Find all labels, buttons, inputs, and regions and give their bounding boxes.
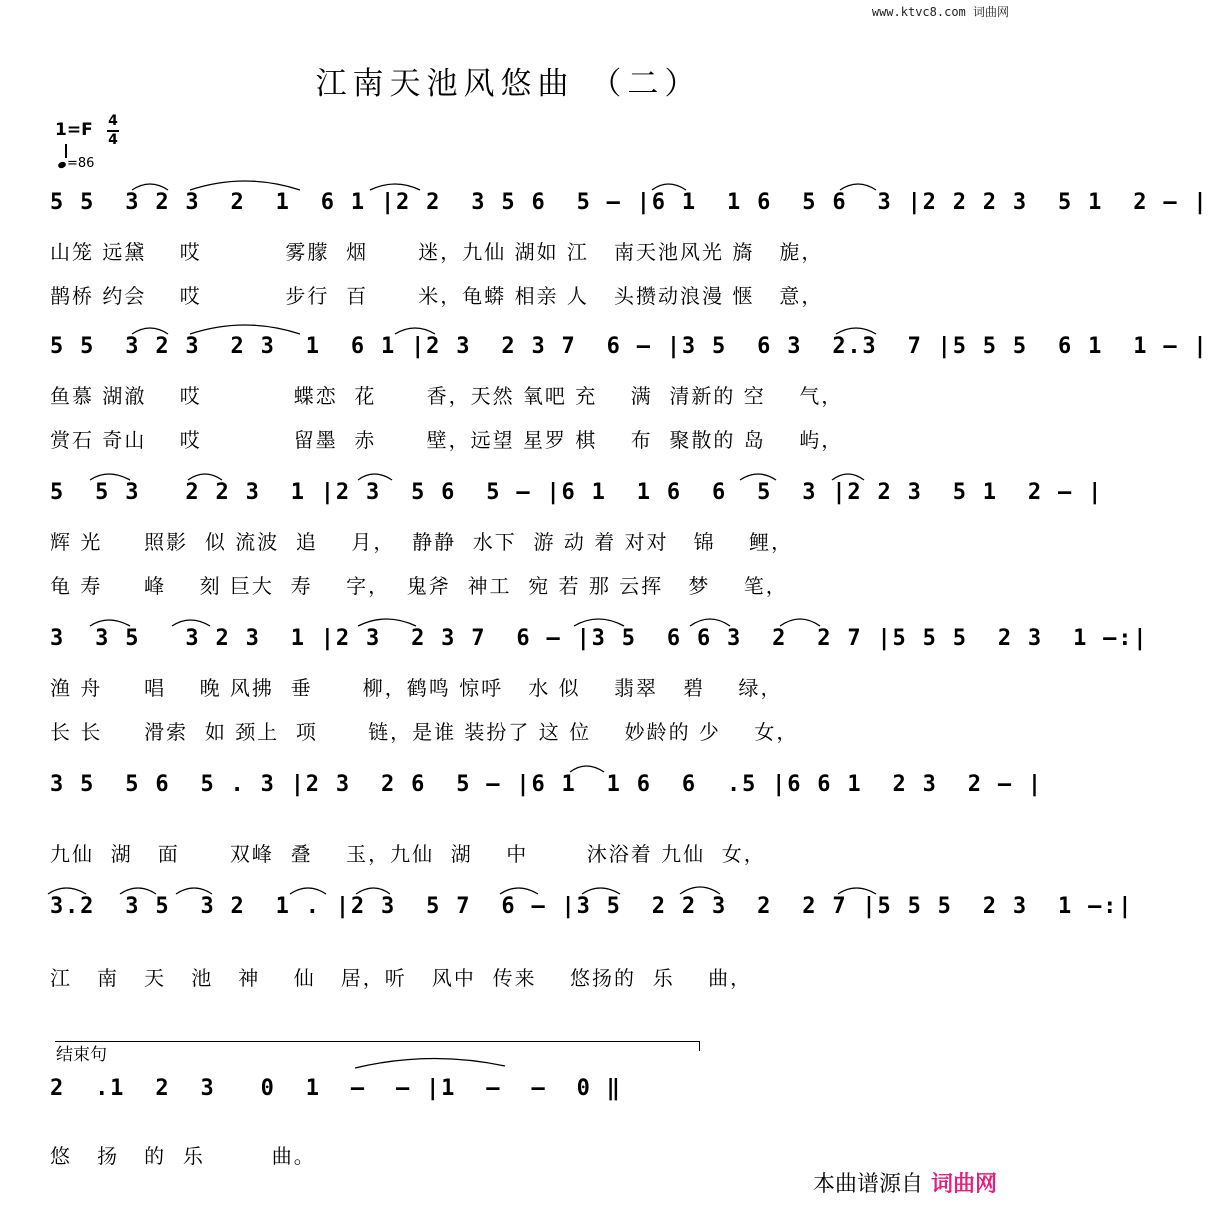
key-signature: 1=F xyxy=(55,120,93,140)
source-credit xyxy=(813,1167,997,1198)
slur xyxy=(90,474,130,480)
slur xyxy=(500,888,538,894)
notes: 3 3 5 3 2 3 1 |2 3 2 3 7 6 — |3 5 6 6 3 2 2 7 |5 5 5 2 3 1 —:| xyxy=(50,626,1149,651)
lyrics-line-1-verse-1: 山笼 远黛 哎 雾朦 烟 迷，九仙 湖如 江 南天池风光 旖 旎， xyxy=(50,240,824,264)
slur xyxy=(780,619,820,626)
slur xyxy=(188,474,222,480)
notes: 5 5 3 2 2 3 1 |2 3 5 6 5 — |6 1 1 6 6 5 3 |2 2 3 5 1 2 — | xyxy=(50,480,1104,505)
lyrics-line-2-verse-1: 鱼慕 湖澈 哎 蝶恋 花 香，天然 氧吧 充 满 清新的 空 气， xyxy=(50,384,844,408)
slur xyxy=(48,888,86,894)
slur xyxy=(176,888,212,894)
slur xyxy=(90,620,130,626)
slur xyxy=(290,888,326,894)
slur xyxy=(740,474,776,480)
slur xyxy=(132,184,168,190)
coda-label: 结束句 xyxy=(56,1045,107,1065)
notes: 3 5 5 6 5 . 3 |2 3 2 6 5 — |6 1 1 6 6 .5 |6 6 1 2 3 2 — | xyxy=(50,772,1043,797)
slur xyxy=(652,184,686,190)
lyrics-line-2-verse-2: 赏石 奇山 哎 留墨 赤 壁，远望 星罗 棋 布 聚散的 岛 屿， xyxy=(50,428,844,452)
slur xyxy=(172,620,210,626)
watermark: www.ktvc8.com 词曲网 xyxy=(871,5,1009,19)
slur xyxy=(680,887,720,894)
slur xyxy=(132,328,168,334)
slur xyxy=(690,619,730,626)
slur xyxy=(832,474,864,480)
notes: 2 .1 2 3 0 1 — — |1 — — 0 ‖ xyxy=(50,1076,622,1101)
lyrics-line-3-verse-1: 辉 光 照影 似 流波 追 月， 静静 水下 游 动 着 对对 锦 鲤， xyxy=(50,530,794,554)
tempo-value: =86 xyxy=(67,156,95,171)
slur xyxy=(570,766,604,772)
lyrics-line-3-verse-2: 龟 寿 峰 刻 巨大 寿 字， 鬼斧 神工 宛 若 那 云挥 梦 笔， xyxy=(50,574,788,598)
slur xyxy=(395,328,435,334)
slur xyxy=(582,888,620,894)
slur xyxy=(838,888,876,894)
lyrics-line-5: 九仙 湖 面 双峰 叠 玉，九仙 湖 中 沐浴着 九仙 女， xyxy=(50,842,766,866)
lyrics-line-1-verse-2: 鹊桥 约会 哎 步行 百 米，龟蟒 相亲 人 头攒动浪漫 惬 意， xyxy=(50,284,824,308)
lyrics-line-4-verse-2: 长 长 滑索 如 颈上 项 链，是谁 装扮了 这 位 妙龄的 少 女， xyxy=(50,720,799,744)
time-signature-top: 4 xyxy=(108,113,118,129)
notes: 3.2 3 5 3 2 1 . |2 3 5 7 6 — |3 5 2 2 3 2 2 7 |5 5 5 2 3 1 —:| xyxy=(50,894,1134,919)
time-signature-bottom: 4 xyxy=(108,132,118,148)
notes: 5 5 3 2 3 2 1 6 1 |2 2 3 5 6 5 — |6 1 1 6 5 6 3 |2 2 2 3 5 1 2 — | xyxy=(50,190,1208,215)
source-text: 本曲谱源自 xyxy=(812,1172,923,1197)
notes: 5 5 3 2 3 2 3 1 6 1 |2 3 2 3 7 6 — |3 5 6 3 2.3 7 |5 5 5 6 1 1 — | xyxy=(50,334,1208,359)
slur xyxy=(356,888,390,894)
slur xyxy=(840,184,876,190)
slur xyxy=(190,325,300,334)
slur xyxy=(574,619,624,626)
slur xyxy=(120,888,156,894)
slur xyxy=(358,619,416,626)
slur xyxy=(190,181,300,190)
lyrics-line-4-verse-1: 渔 舟 唱 晚 风拂 垂 柳，鹤鸣 惊呼 水 似 翡翠 碧 绿， xyxy=(50,676,783,700)
lyrics-coda: 悠 扬 的 乐 曲。 xyxy=(50,1144,316,1168)
source-brand-link[interactable]: 词曲网 xyxy=(930,1172,997,1197)
slur xyxy=(355,1058,505,1068)
slur xyxy=(358,474,392,480)
lyrics-line-6: 江 南 天 池 神 仙 居，听 风中 传来 悠扬的 乐 曲， xyxy=(50,966,753,990)
song-title: 江南天池风悠曲 （二） xyxy=(315,66,702,102)
slur xyxy=(370,184,420,190)
slur xyxy=(836,328,876,334)
